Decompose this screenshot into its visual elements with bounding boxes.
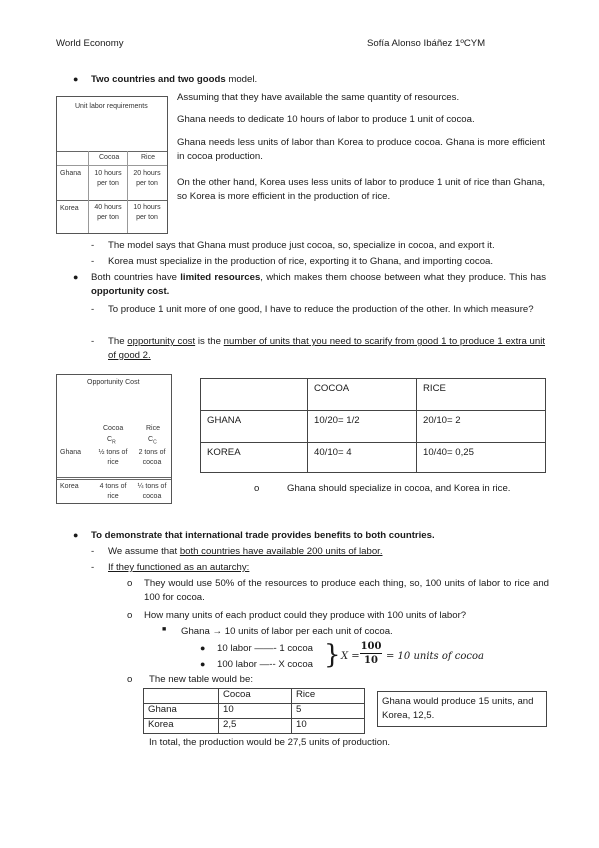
s2-dash-1: To produce 1 unit more of one good, I have to reduce the production of the other. In which measure? [108,304,534,315]
header-left: World Economy [56,38,124,49]
section3-bullet: To demonstrate that international trade provides benefits to both countries. [91,530,435,541]
img2-gc: ½ tons of rice [98,449,128,466]
table-header: RICE [417,379,546,411]
para-3: Ghana needs less units of labor than Korea to produce cocoa. Ghana is more efficient in cocoa production. [177,137,545,162]
unit-labor-image [56,96,168,234]
formula-fraction [360,640,382,667]
img1-gc: 10 hours per ton [94,170,122,187]
underlined-text: number of units that you need to scarify from good 1 to produce 1 extra unit of good 2. [108,336,546,361]
calc-line-2: 100 labor —-- X cocoa [217,659,313,670]
opportunity-cost-table [200,378,546,473]
img1-gr: 20 hours per ton [133,170,161,187]
opportunity-cost-image [56,374,172,504]
para-1: Assuming that they have available the same quantity of resources. [177,92,460,103]
dash-icon: - [91,562,95,573]
total-line: In total, the production would be 27,5 units of production. [149,737,391,748]
table-cell: Korea [144,719,219,734]
table-cell: GHANA [201,411,308,443]
table-row [144,704,365,719]
table-row [144,719,365,734]
section1-bullet [91,74,257,85]
bold-text: opportunity cost. [91,286,170,297]
text: Both countries have [91,272,181,283]
dash-icon: - [91,336,95,347]
bullet-icon: ● [200,659,206,669]
table-cell: 10 [292,719,365,734]
formula-rhs: = 10 units of cocoa [386,651,484,662]
s3-o2: How many units of each product could they produce with 100 units of labor? [144,610,467,621]
s3-dash-2: If they functioned as an autarchy: [108,562,250,573]
s1-dash-2: Korea must specialize in the production of rice, exporting it to Ghana, and importing cocoa. [108,256,494,267]
bold-text: limited resources [180,272,261,283]
table-row [201,411,546,443]
section2-bullet [91,271,546,299]
img2-cocoa: Cocoa [103,425,124,432]
dash-icon: - [91,304,95,315]
table-cell: 10/20= 1/2 [308,411,417,443]
table-cell: 40/10= 4 [308,443,417,473]
text: The [108,336,128,347]
text: model. [225,74,258,85]
underlined-text: both countries have available 200 units of labor. [179,546,383,557]
formula-x: X = [341,651,360,662]
table-cell: 10 [219,704,292,719]
table-cell [201,379,308,411]
dash-icon: - [91,546,95,557]
table-cell: 5 [292,704,365,719]
img2-gr: 2 tons of cocoa [138,449,166,466]
table-cell: Ghana [144,704,219,719]
production-table [143,688,365,734]
square-bullet-icon: ■ [162,626,167,633]
s3-square: Ghana → 10 units of labor per each unit of cocoa. [181,626,393,637]
dash-icon: - [91,256,95,267]
table-header: COCOA [308,379,417,411]
text: , which makes them choose between what they produce. This has [260,272,547,283]
underlined-text: opportunity cost [127,336,196,347]
img2-rice: Rice [146,425,161,432]
brace: } [324,640,341,670]
s3-o1: They would use 50% of the resources to produce each thing, so, 100 units of labor to rice and 100 for cocoa. [144,578,549,603]
bullet-icon: ● [73,272,79,282]
circle-bullet-icon: o [254,483,260,494]
img1-ghana: Ghana [60,170,82,177]
header-right: Sofía Alonso Ibáñez 1ºCYM [367,38,486,49]
s3-o3: The new table would be: [149,674,253,685]
bullet-icon: ● [200,643,206,653]
text: C [107,436,113,443]
table-row [144,689,365,704]
s3-dash-1 [108,546,383,557]
table-cell: 10/40= 0,25 [417,443,546,473]
table-cell [144,689,219,704]
table-row [201,443,546,473]
img1-korea: Korea [60,205,79,212]
circle-bullet-icon: o [127,610,133,621]
para-4: On the other hand, Korea uses less units of labor to produce 1 unit of rice than Ghana, so Korea is more efficient in the production of rice. [177,177,545,202]
img2-korea: Korea [60,483,79,490]
formula-numerator: 100 [360,641,382,652]
table-header: Rice [292,689,365,704]
s2-dash-2 [108,335,545,363]
oc-note: Ghana should specialize in cocoa, and Korea in rice. [287,483,511,494]
img2-title: Opportunity Cost [87,379,140,386]
table-cell: KOREA [201,443,308,473]
table-row [201,379,546,411]
table-header: Cocoa [219,689,292,704]
img2-kc: 4 tons of rice [99,483,127,500]
calc-line-1: 10 labor ——- 1 cocoa [217,643,313,654]
img1-title: Unit labor requirements [75,103,148,110]
text: C [148,436,154,443]
circle-bullet-icon: o [127,578,133,589]
result-box: Ghana would produce 15 units, and Korea, 12,5. [377,691,547,727]
text: We assume that [108,546,180,557]
bold-text: Two countries and two goods [91,74,226,85]
img2-cocoa-sub: $C_R$ [107,436,116,446]
bullet-icon: ● [73,74,79,84]
table-cell: 2,5 [219,719,292,734]
dash-icon: - [91,240,95,251]
img2-kr: ¼ tons of cocoa [137,483,167,500]
img1-cocoa: Cocoa [99,154,120,161]
img2-rice-sub: $C_C$ [148,436,157,446]
circle-bullet-icon: o [127,674,133,685]
formula-denominator: 10 [364,655,378,666]
img1-kc: 40 hours per ton [94,204,122,221]
img2-ghana: Ghana [60,449,82,456]
table-cell: 20/10= 2 [417,411,546,443]
img1-rice: Rice [141,154,156,161]
s1-dash-1: The model says that Ghana must produce just cocoa, so, specialize in cocoa, and export it. [108,240,495,251]
img1-kr: 10 hours per ton [133,204,161,221]
text: is the [195,336,224,347]
para-2: Ghana needs to dedicate 10 hours of labor to produce 1 unit of cocoa. [177,114,475,125]
bullet-icon: ● [73,530,79,540]
